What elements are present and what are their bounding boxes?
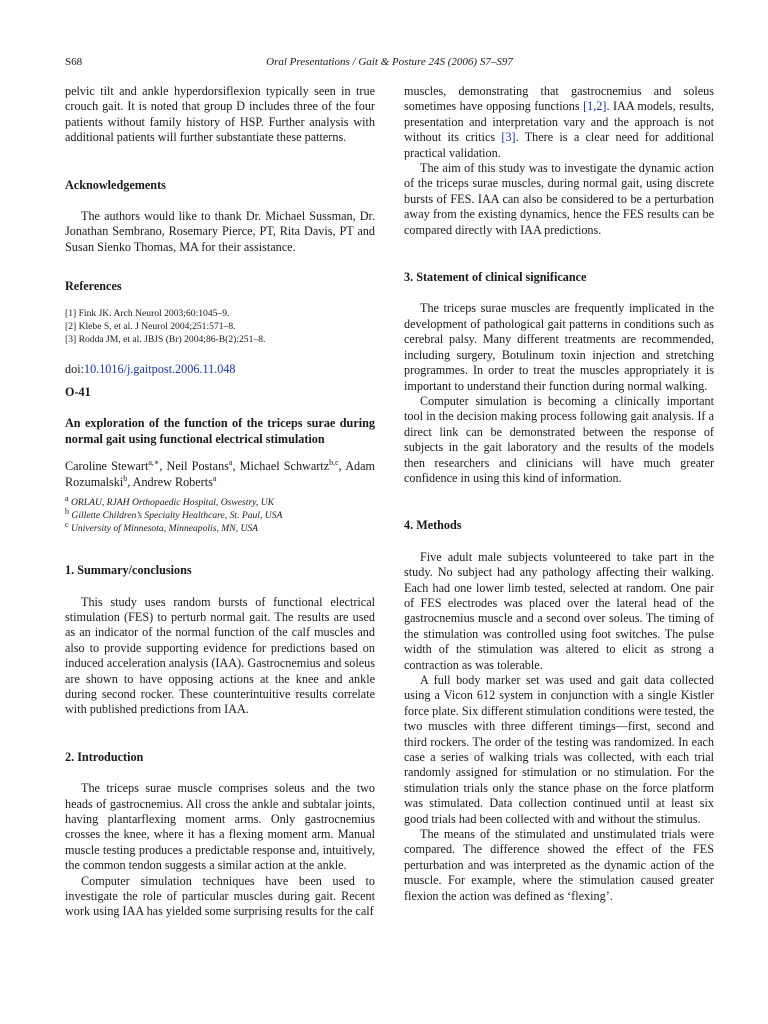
introduction-paragraph: Computer simulation techniques have been used to investigate the role of particular muscles during gait. Recent work using IAA has yielded some surprising results for the calf bbox=[65, 873, 375, 919]
methods-paragraph: Five adult male subjects volunteered to take part in the study. No subject had any pathology affecting their walking. Each had one lower limb tested, selected at random. One pair of FES electrodes was placed over the lateral head of the gastrocnemius muscle and a second over soleus. The timing of the stimulation was controlled using foot switches. The pulse width of the stimulation was altered to elicit as strong a contraction as was tolerable. bbox=[404, 549, 714, 672]
acknowledgements-heading: Acknowledgements bbox=[65, 177, 166, 192]
right-column bbox=[404, 84, 714, 904]
reference-item: [1] Fink JK. Arch Neurol 2003;60:1045–9. bbox=[65, 307, 230, 319]
introduction-continued: muscles, demonstrating that gastrocnemius and soleus sometimes have opposing functions [1,2]. IAA models, results, presentation and interpretation vary and the approach is not without its critics [3]. There is a clear need for additional practical validation. bbox=[404, 84, 715, 160]
author-name: , Adam Rozumalski bbox=[65, 459, 375, 489]
doi-link[interactable]: 10.1016/j.gaitpost.2006.11.048 bbox=[83, 361, 236, 376]
author-name: , Neil Postans bbox=[159, 459, 229, 474]
affiliation-item: $^b$ Gillette Children’s Specialty Healthcare, St. Paul, USA bbox=[65, 506, 283, 522]
author-affil-mark: a bbox=[228, 458, 233, 468]
clinical-paragraph: The triceps surae muscles are frequently implicated in the development of pathological gait patterns in conditions such as cerebral palsy. Many different treatments are recommended, including surgery, Botulinum toxin injection and stretching programmes. In order to treat the muscles appropriately it is important to understand their function during normal walking. bbox=[404, 301, 714, 393]
page-number: S68 bbox=[65, 56, 83, 68]
aim-paragraph: The aim of this study was to investigate the dynamic action of the triceps surae muscles, during normal gait, using discrete bursts of FES. IAA can also be considered to be a perturbation away from the existing dynamics, hence the FES results can be compared directly with IAA predictions. bbox=[404, 161, 714, 237]
references-heading: References bbox=[65, 279, 122, 294]
introduction-paragraph: The triceps surae muscle comprises soleus and the two heads of gastrocnemius. All cross the ankle and subtalar joints, having plantarflexing moment arms. Only gastrocnemius crosses the knee, where it has a flexing moment arm. Manual muscle testing produces a predictable response and, intuitively, the common tendon suggests a similar action at the ankle. bbox=[65, 781, 375, 873]
section-heading-methods: 4. Methods bbox=[404, 518, 462, 533]
author-affil-mark: b bbox=[123, 473, 128, 483]
author-name: , Michael Schwartz bbox=[232, 459, 330, 474]
summary-paragraph: This study uses random bursts of functional electrical stimulation (FES) to perturb normal gait. The results are used as an indicator of the normal function of the calf muscles and also to provide supporting evidence for predictions based on induced acceleration analysis (IAA). Gastrocnemius and soleus are shown to have opposing actions at the knee and ankle during second rocker. These counterintuitive results correlate with published predictions from IAA. bbox=[65, 594, 375, 717]
affiliation-item: $^c$ University of Minnesota, Minneapolis, MN, USA bbox=[65, 519, 259, 535]
section-heading-clinical-significance: 3. Statement of clinical significance bbox=[404, 270, 587, 285]
left-column bbox=[65, 84, 375, 920]
carryover-paragraph: pelvic tilt and ankle hyperdorsiflexion typically seen in true crouch gait. It is noted that group D includes three of the four patients without family history of HSP. Further analysis with additional patients will further substantiate these patterns. bbox=[65, 84, 375, 145]
running-head bbox=[65, 56, 714, 72]
doi-prefix: doi: bbox=[65, 361, 84, 376]
reference-item: [2] Klebe S, et al. J Neurol 2004;251:571–8. bbox=[65, 320, 236, 332]
author-name: , Andrew Roberts bbox=[127, 474, 213, 489]
methods-paragraph: The means of the stimulated and unstimulated trials were compared. The difference showed the effect of the FES perturbation and was interpreted as the dynamic action of the muscle. For example, where the stimulation caused greater flexion the action was defined as ‘flexing’. bbox=[404, 827, 714, 903]
reference-item: [3] Rodda JM, et al. JBJS (Br) 2004;86-B(2):251–8. bbox=[65, 333, 266, 345]
doi-line bbox=[65, 362, 375, 377]
reference-list bbox=[65, 307, 375, 346]
author-list bbox=[65, 459, 375, 490]
author-affil-mark: a bbox=[212, 473, 217, 483]
section-heading-summary: 1. Summary/conclusions bbox=[65, 563, 192, 578]
author-affil-mark: a,∗ bbox=[148, 458, 160, 468]
affiliation-list bbox=[65, 493, 375, 535]
author-affil-mark: b,c bbox=[329, 458, 339, 468]
section-heading-introduction: 2. Introduction bbox=[65, 749, 144, 764]
citation-link[interactable]: [3] bbox=[501, 130, 516, 145]
affiliation-item: $^a$ ORLAU, RJAH Orthopaedic Hospital, Oswestry, UK bbox=[65, 493, 275, 509]
clinical-paragraph: Computer simulation is becoming a clinically important tool in the decision making process following gait analysis. If a direct link can be demonstrated between the response of subjects in the gait laboratory and the results of the models then researchers and clinicians will have much greater confidence in using this kind of information. bbox=[404, 393, 714, 485]
article-title: An exploration of the function of the triceps surae during normal gait using functional electrical stimulation bbox=[65, 416, 375, 446]
journal-title: Oral Presentations / Gait & Posture 24S (2006) S7–S97 bbox=[266, 56, 513, 68]
author-name: Caroline Stewart bbox=[65, 459, 149, 474]
abstract-id: O-41 bbox=[65, 385, 91, 400]
methods-paragraph: A full body marker set was used and gait data collected using a Vicon 612 system in conjunction with a single Kistler force plate. Six different stimulation conditions were tested, the two muscles with three different timings—first, second and third rockers. The order of the testing was randomized. In each case a series of walking trials was collected, with each trial randomly assigned for stimulation or no stimulation. For the stimulation trials only the stance phase on the force platform was stimulated. Data collection continued until at least six good trials had been collected with and without the stimulus. bbox=[404, 673, 714, 826]
acknowledgements-text: The authors would like to thank Dr. Michael Sussman, Dr. Jonathan Sembrano, Rosemary Pierce, PT, Rita Davis, PT and Susan Sienko Thomas, MA for their assistance. bbox=[65, 209, 375, 254]
citation-link[interactable]: [1,2] bbox=[583, 99, 607, 114]
